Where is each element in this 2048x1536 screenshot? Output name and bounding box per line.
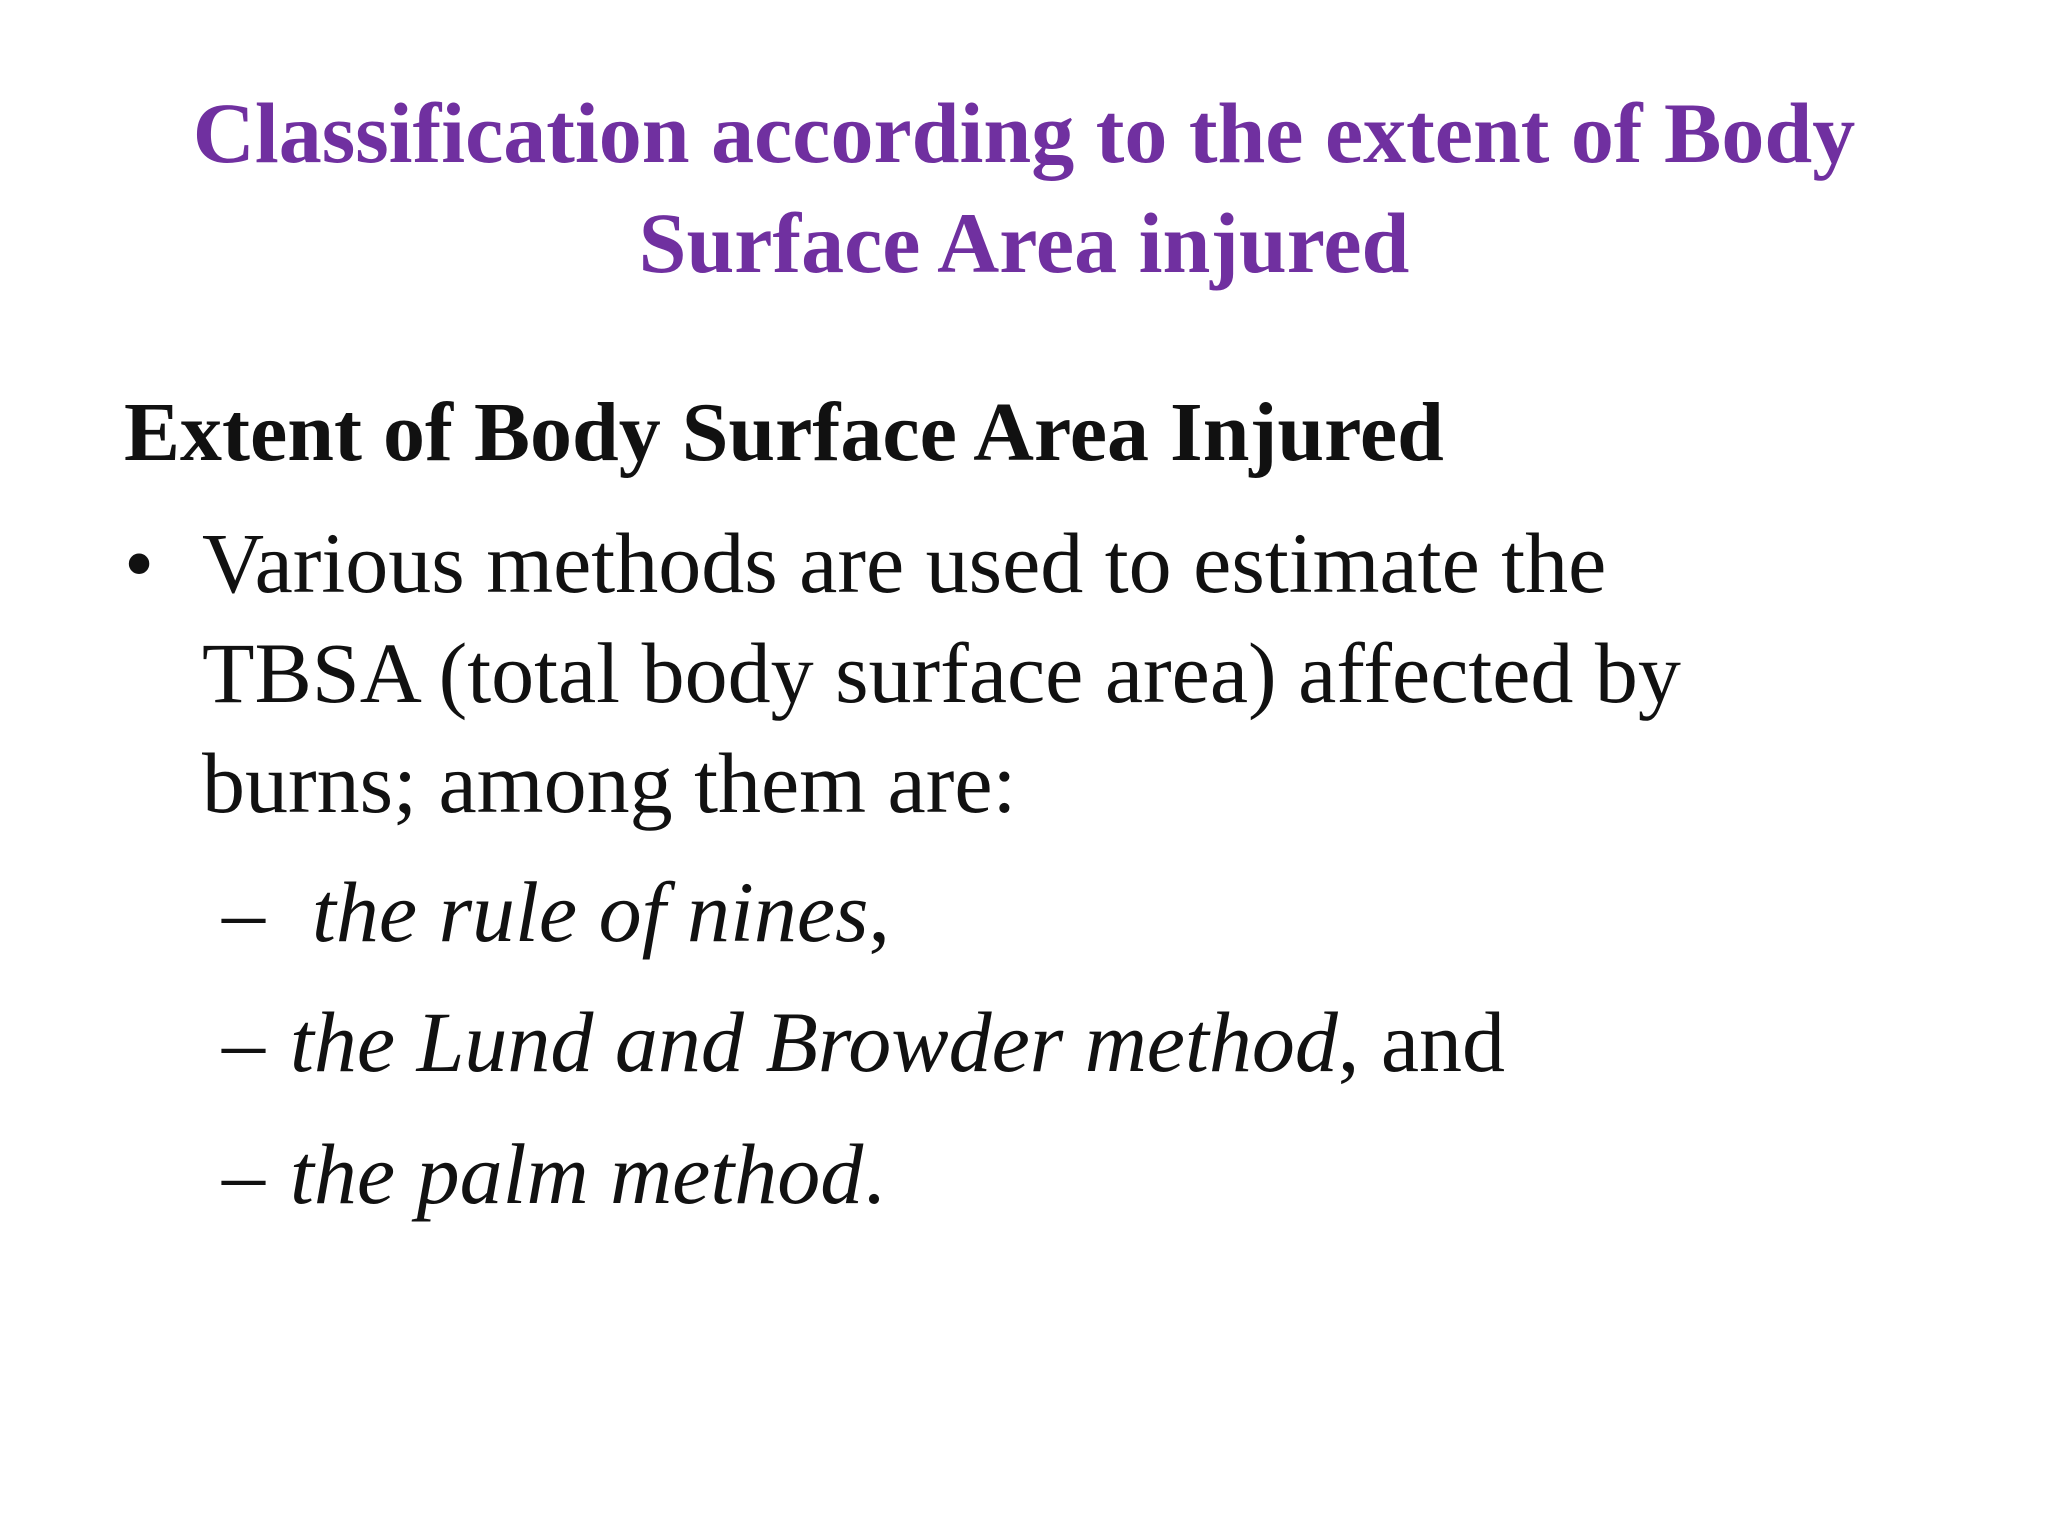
section-heading: Extent of Body Surface Area Injured bbox=[124, 386, 1444, 479]
bullet-line-3: burns; among them are: bbox=[202, 735, 1017, 831]
dash-icon: – bbox=[222, 994, 265, 1090]
slide-title-line-2: Surface Area injured bbox=[638, 195, 1410, 291]
method-name: the palm method bbox=[290, 1126, 864, 1222]
bullet-line-2: TBSA (total body surface area) affected by bbox=[202, 625, 1681, 721]
method-name: the Lund and Browder method bbox=[290, 994, 1338, 1090]
sub-item-suffix: , and bbox=[1337, 994, 1506, 1090]
sub-item-palm-method bbox=[222, 1124, 885, 1224]
dash-icon: – bbox=[222, 864, 265, 960]
bullet-icon: • bbox=[124, 515, 155, 611]
dash-icon: – bbox=[222, 1126, 265, 1222]
slide-title-line-1: Classification according to the extent of Body bbox=[192, 85, 1856, 181]
bullet-line-1: Various methods are used to estimate the bbox=[202, 515, 1607, 611]
bullet-text bbox=[202, 508, 1902, 838]
slide-title bbox=[100, 78, 1948, 298]
sub-item-suffix: . bbox=[863, 1126, 885, 1222]
sub-item-lund-browder bbox=[222, 992, 1505, 1092]
sub-item-rule-of-nines bbox=[222, 862, 890, 962]
sub-item-suffix: , bbox=[868, 864, 891, 960]
method-name: the rule of nines bbox=[312, 864, 869, 960]
